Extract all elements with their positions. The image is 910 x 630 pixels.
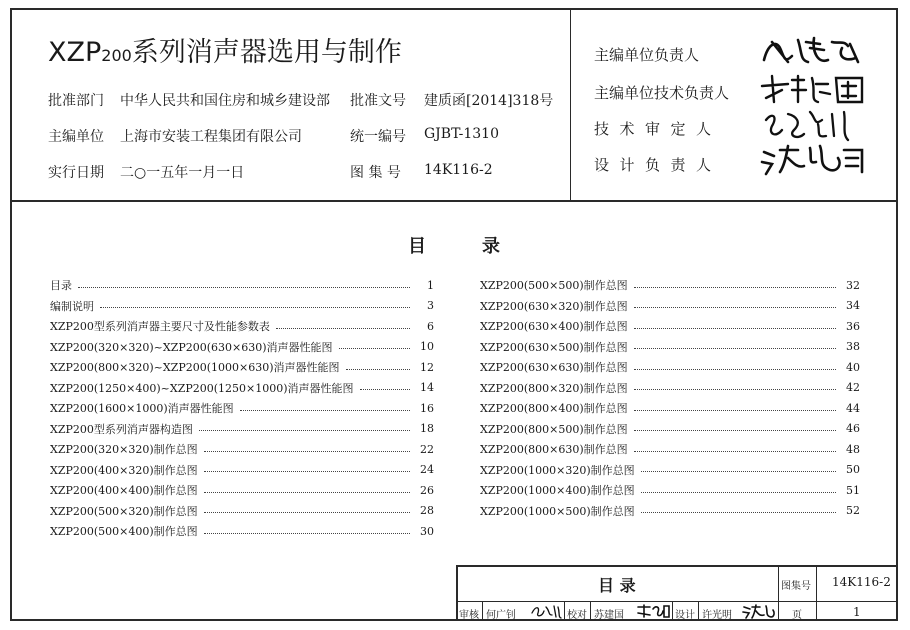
- toc-entry-label: 编制说明: [50, 299, 94, 313]
- toc-leader-dots: [78, 287, 410, 288]
- toc-entry-page: 1: [427, 278, 434, 292]
- toc-entry-page: 24: [420, 463, 434, 477]
- toc-leader-dots: [204, 471, 410, 472]
- toc-entry: [480, 480, 860, 501]
- toc-entry-label: XZP200(320×320)制作总图: [50, 443, 198, 457]
- toc-entry: [480, 316, 860, 337]
- toc-entry-page: 32: [846, 278, 860, 292]
- handwritten-signature: [758, 108, 868, 142]
- toc-entry-label: XZP200(400×400)制作总图: [50, 484, 198, 498]
- toc-entry-label: XZP200(630×500)制作总图: [480, 340, 628, 354]
- page-label: 页: [792, 610, 802, 621]
- toc-entry-label: XZP200(1000×320)制作总图: [480, 463, 635, 477]
- toc-entry-page: 52: [846, 504, 860, 518]
- toc-entry-page: 6: [427, 319, 434, 333]
- toc-entry-page: 14: [420, 381, 434, 395]
- toc-leader-dots: [634, 451, 836, 452]
- toc-entry-page: 50: [846, 463, 860, 477]
- toc-entry-page: 18: [420, 422, 434, 436]
- toc-entry: [50, 521, 434, 542]
- toc-leader-dots: [360, 389, 410, 390]
- atlas-no-value: 14K116-2: [424, 162, 493, 178]
- toc-leader-dots: [634, 307, 836, 308]
- toc-entry-label: XZP200(630×630)制作总图: [480, 361, 628, 375]
- toc-leader-dots: [634, 410, 836, 411]
- toc-leader-dots: [634, 328, 836, 329]
- toc-entry: [480, 357, 860, 378]
- checker-name: 苏建国: [594, 610, 624, 621]
- toc-leader-dots: [346, 369, 410, 370]
- checker-signature: [636, 603, 670, 619]
- effective-date-value: 二○一五年一月一日: [120, 165, 245, 181]
- responsible-label: 主编单位技术负责人: [594, 84, 730, 102]
- toc-entry-page: 46: [846, 422, 860, 436]
- atlas-title: [48, 30, 402, 69]
- responsible-label: 主编单位负责人: [594, 46, 700, 64]
- toc-entry-label: XZP200(800×630)制作总图: [480, 443, 628, 457]
- approval-dept-label: 批准部门: [48, 93, 104, 109]
- toc-entry-page: 26: [420, 483, 434, 497]
- toc-entry-label: XZP200(1000×400)制作总图: [480, 484, 635, 498]
- title-block-atlas-label: 图集号: [781, 581, 811, 592]
- toc-entry-label: XZP200(1600×1000)消声器性能图: [50, 402, 234, 416]
- designer-signature: [742, 603, 776, 619]
- toc-entry-label: XZP200(1250×400)~XZP200(1250×1000)消声器性能图: [50, 381, 354, 395]
- title-block-atlas-value: 14K116-2: [832, 575, 891, 589]
- toc-leader-dots: [641, 512, 836, 513]
- toc-entry-label: XZP200型系列消声器构造图: [50, 422, 193, 436]
- toc-entry-label: XZP200(800×320)制作总图: [480, 381, 628, 395]
- toc-leader-dots: [634, 369, 836, 370]
- toc-entry-label: XZP200(630×400)制作总图: [480, 320, 628, 334]
- toc-entry: [480, 439, 860, 460]
- design-label: 设计: [675, 610, 695, 621]
- toc-entry-label: XZP200(400×320)制作总图: [50, 463, 198, 477]
- toc-entry-label: XZP200(630×320)制作总图: [480, 299, 628, 313]
- header-vertical-divider: [570, 8, 571, 200]
- toc-entry: [50, 337, 434, 358]
- toc-entry: [480, 501, 860, 522]
- toc-entry: [50, 501, 434, 522]
- designer-name: 许光明: [702, 610, 732, 621]
- reviewer-name: 何广钊: [486, 610, 516, 621]
- toc-entry: [50, 398, 434, 419]
- title-block-title: 目 录: [598, 576, 636, 595]
- toc-leader-dots: [641, 471, 836, 472]
- toc-leader-dots: [276, 328, 410, 329]
- toc-entry: [50, 378, 434, 399]
- toc-entry-label: XZP200(500×320)制作总图: [50, 504, 198, 518]
- toc-entry: [480, 378, 860, 399]
- toc-entry: [480, 398, 860, 419]
- toc-leader-dots: [204, 512, 410, 513]
- handwritten-signature: [758, 34, 868, 68]
- toc-entry-page: 28: [420, 504, 434, 518]
- header-divider: [10, 200, 898, 202]
- toc-leader-dots: [204, 533, 410, 534]
- check-label: 校对: [567, 610, 587, 621]
- title-rest: 系列消声器选用与制作: [131, 37, 402, 68]
- review-label: 审核: [459, 610, 479, 621]
- toc-entry-page: 44: [846, 401, 860, 415]
- toc-entry: [480, 460, 860, 481]
- editor-unit-value: 上海市安装工程集团有限公司: [120, 129, 302, 145]
- toc-entry: [50, 480, 434, 501]
- toc-entry: [50, 316, 434, 337]
- approval-doc-label: 批准文号: [350, 93, 406, 109]
- responsible-label: 设计负责人: [594, 156, 722, 174]
- toc-entry-page: 42: [846, 381, 860, 395]
- handwritten-signature: [758, 142, 868, 176]
- toc-entry: [50, 419, 434, 440]
- toc-entry-page: 36: [846, 319, 860, 333]
- toc-leader-dots: [634, 287, 836, 288]
- atlas-no-label: 图 集 号: [350, 165, 401, 181]
- toc-entry-label: XZP200(800×320)~XZP200(1000×630)消声器性能图: [50, 361, 340, 375]
- toc-entry-page: 34: [846, 299, 860, 313]
- reviewer-signature: [530, 603, 562, 619]
- approval-dept-value: 中华人民共和国住房和城乡建设部: [120, 93, 330, 109]
- toc-entry: [50, 460, 434, 481]
- toc-entry: [50, 296, 434, 317]
- toc-leader-dots: [204, 451, 410, 452]
- toc-entry-label: XZP200(500×500)制作总图: [480, 279, 628, 293]
- toc-entry-page: 22: [420, 442, 434, 456]
- toc-entry: [50, 275, 434, 296]
- toc-entry: [480, 275, 860, 296]
- toc-entry: [50, 439, 434, 460]
- toc-entry-page: 16: [420, 401, 434, 415]
- responsible-label: 技术审定人: [594, 120, 722, 138]
- toc-entry-page: 10: [420, 340, 434, 354]
- toc-leader-dots: [641, 492, 836, 493]
- toc-entry-label: XZP200(500×400)制作总图: [50, 525, 198, 539]
- toc-entry-page: 51: [846, 483, 860, 497]
- toc-entry: [480, 419, 860, 440]
- title-subscript: 200: [101, 46, 132, 65]
- toc-leader-dots: [634, 389, 836, 390]
- toc-entry-page: 48: [846, 442, 860, 456]
- toc-entry-page: 3: [427, 299, 434, 313]
- toc-entry-label: XZP200(320×320)~XZP200(630×630)消声器性能图: [50, 340, 333, 354]
- toc-left-column: [50, 275, 434, 542]
- toc-entry-label: XZP200型系列消声器主要尺寸及性能参数表: [50, 320, 270, 334]
- toc-leader-dots: [339, 348, 410, 349]
- effective-date-label: 实行日期: [48, 165, 104, 181]
- toc-leader-dots: [634, 348, 836, 349]
- toc-entry-label: XZP200(800×500)制作总图: [480, 422, 628, 436]
- toc-entry-page: 38: [846, 340, 860, 354]
- toc-entry-label: XZP200(800×400)制作总图: [480, 402, 628, 416]
- toc-entry-label: XZP200(1000×500)制作总图: [480, 504, 635, 518]
- toc-leader-dots: [204, 492, 410, 493]
- handwritten-signature: [758, 72, 868, 106]
- toc-entry-page: 40: [846, 360, 860, 374]
- title-block: [456, 565, 898, 621]
- toc-right-column: [480, 275, 860, 521]
- toc-entry: [480, 337, 860, 358]
- unified-no-value: GJBT-1310: [424, 126, 499, 142]
- toc-leader-dots: [240, 410, 410, 411]
- toc-entry: [480, 296, 860, 317]
- toc-entry: [50, 357, 434, 378]
- toc-title-right: 录: [482, 236, 500, 257]
- title-main: XZP: [48, 37, 102, 68]
- toc-leader-dots: [100, 307, 410, 308]
- toc-entry-page: 30: [420, 524, 434, 538]
- unified-no-label: 统一编号: [350, 129, 406, 145]
- toc-entry-label: 目录: [50, 279, 72, 293]
- toc-leader-dots: [199, 430, 410, 431]
- editor-unit-label: 主编单位: [48, 129, 104, 145]
- approval-doc-value: 建质函[2014]318号: [424, 93, 554, 109]
- page-number: 1: [853, 605, 861, 619]
- toc-leader-dots: [634, 430, 836, 431]
- toc-title-left: 目: [408, 236, 426, 257]
- toc-entry-page: 12: [420, 360, 434, 374]
